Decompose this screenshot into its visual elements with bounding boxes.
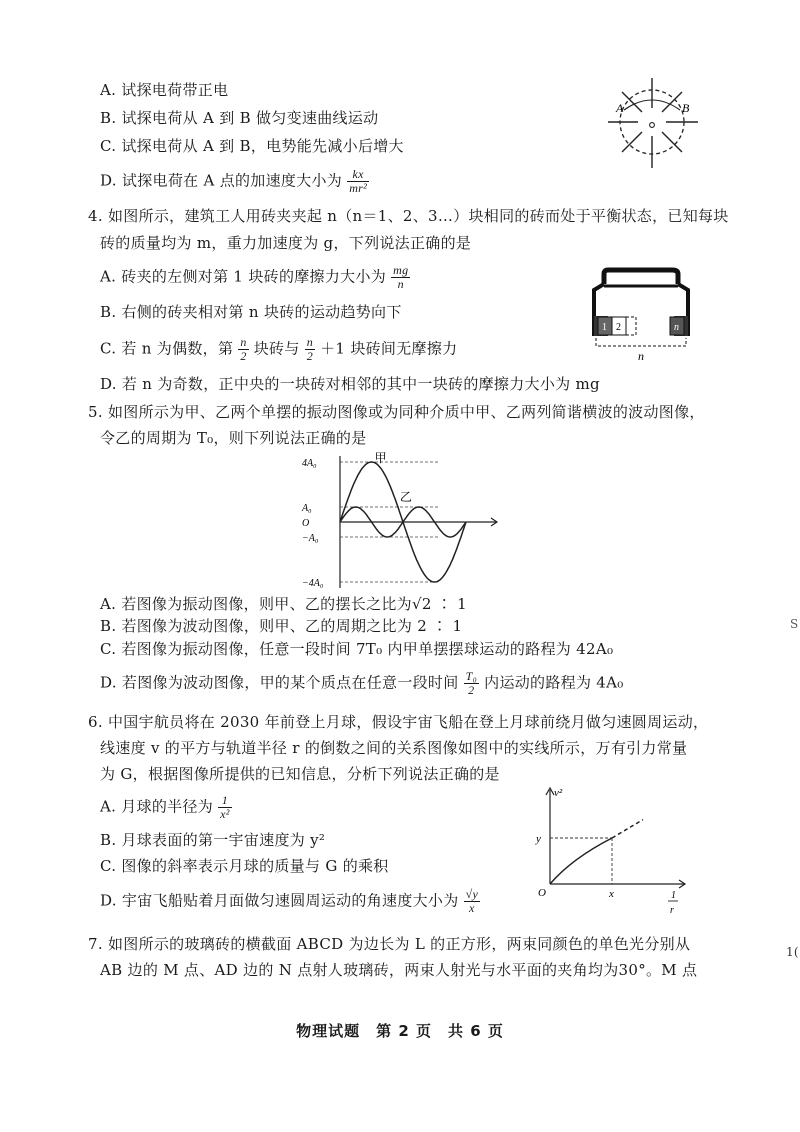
fraction-numerator: n [240, 335, 247, 349]
q6-option-a-fraction [218, 794, 232, 821]
q6-stem-line-3: 为 G，根据图像所提供的已知信息，分析下列说法正确的是 [100, 765, 500, 783]
point-b-label: B [682, 101, 690, 115]
fraction-denominator: 2 [306, 349, 314, 363]
q3-option-d-text: D. 试探电荷在 A 点的加速度大小为 [100, 171, 343, 190]
q6-series-line-dashed [612, 820, 643, 838]
q5-series-label: 甲 [374, 451, 387, 465]
fraction-denominator: x² [220, 807, 230, 821]
q4-stem-line-1: 4. 如图所示，建筑工人用砖夹夹起 n（n＝1、2、3…）块相同的砖而处于平衡状态，已知每块 [88, 207, 729, 225]
q3-option-d [100, 168, 369, 195]
q4-option-c-text-3: ＋1 块砖间无摩擦力 [320, 339, 458, 358]
q4-option-c-text-1: C. 若 n 为偶数，第 [100, 339, 234, 358]
q5-labels [301, 451, 412, 588]
brick-count-label: n [638, 349, 644, 363]
fraction-numerator: kx [347, 168, 369, 182]
q4-brick-clamp-figure [586, 262, 698, 366]
q3-option-b: B. 试探电荷从 A 到 B 做匀变速曲线运动 [100, 109, 379, 127]
fraction-numerator: T₀ [465, 669, 478, 683]
q5-option-c: C. 若图像为振动图像，任意一段时间 7T₀ 内甲单摆摆球运动的路程为 42A₀ [100, 640, 614, 658]
q5-tick-label: A₀ [302, 503, 312, 514]
brick-2-label: 2 [616, 322, 621, 333]
fraction-numerator: √y [465, 887, 479, 901]
q6-y-axis-label: v² [554, 787, 563, 799]
q5-axes [340, 456, 497, 588]
q3-option-d-fraction [347, 168, 369, 195]
fraction-denominator: 2 [468, 683, 475, 697]
fraction-numerator: n [306, 335, 314, 349]
q6-axes [546, 788, 685, 888]
point-a-label: A [616, 101, 624, 115]
q6-labels [535, 787, 678, 916]
fraction-denominator: mr² [349, 181, 368, 195]
q6-option-d-fraction [464, 888, 481, 915]
q7-stem-line-2: AB 边的 M 点、AD 边的 N 点射人玻璃砖，两束人射光与水平面的夹角均为30°。M 点 [100, 961, 698, 979]
q5-option-d-fraction [464, 670, 479, 697]
q5-tick-label: −4A₀ [302, 578, 324, 588]
fraction-denominator: n [397, 277, 404, 291]
q5-option-d-text-2: 内运动的路程为 4A₀ [484, 673, 624, 692]
edge-mark-mid: S [790, 617, 799, 631]
q5-tick-label: −A₀ [302, 533, 319, 544]
q4-option-b: B. 右侧的砖夹相对第 n 块砖的运动趋势向下 [100, 303, 402, 321]
q6-x-axis-label-num: 1 [671, 890, 676, 901]
q5-option-d [100, 670, 624, 697]
q3-option-c: C. 试探电荷从 A 到 B，电势能先减小后增大 [100, 137, 404, 155]
brick-1-label: 1 [602, 322, 607, 333]
fraction-numerator: 1 [218, 794, 232, 808]
brick-n-label: n [674, 322, 679, 333]
q6-origin-label: O [538, 887, 546, 899]
q4-stem-line-2: 砖的质量均为 m，重力加速度为 g，下列说法正确的是 [100, 234, 472, 252]
edge-mark-low: 1( [786, 945, 799, 959]
q5-tick-label: 4A₀ [302, 458, 317, 469]
q6-x-axis-label-den: r [670, 905, 674, 916]
q5-wave-chart [300, 448, 500, 588]
q5-tick-label: O [302, 518, 310, 529]
q6-y-tick-label: y [536, 833, 541, 845]
q4-option-c-fraction-1 [238, 336, 248, 363]
q5-stem-line-1: 5. 如图所示为甲、乙两个单摆的振动图像或为同种介质中甲、乙两列简谐横波的波动图像， [88, 403, 705, 421]
q6-stem-line-1: 6. 中国宇航员将在 2030 年前登上月球，假设宇宙飞船在登上月球前绕月做匀速圆周运动， [88, 713, 709, 731]
q6-option-b: B. 月球表面的第一宇宙速度为 y² [100, 831, 326, 849]
q5-series-label: 乙 [399, 490, 412, 504]
q5-option-d-text-1: D. 若图像为波动图像，甲的某个质点在任意一段时间 [100, 673, 459, 692]
fraction-denominator: 2 [240, 349, 247, 363]
q7-stem-line-1: 7. 如图所示的玻璃砖的横截面 ABCD 为边长为 L 的正方形，两束同颜色的单色光分别从 [88, 935, 691, 953]
q6-option-d [100, 888, 480, 915]
q6-x-tick-label: x [609, 888, 614, 900]
fraction-denominator: x [469, 901, 475, 915]
q4-option-c-text-2: 块砖与 [253, 339, 300, 358]
q6-option-a-text: A. 月球的半径为 [100, 797, 214, 816]
q6-v2-vs-inverse-r-chart [528, 784, 688, 920]
q4-option-c-fraction-2 [305, 336, 315, 363]
q4-option-a-text: A. 砖夹的左侧对第 1 块砖的摩擦力大小为 [100, 267, 387, 286]
q6-option-c: C. 图像的斜率表示月球的质量与 G 的乘积 [100, 857, 389, 875]
fraction-numerator: mg [393, 263, 409, 277]
q4-option-a [100, 264, 410, 291]
q5-stem-line-2: 令乙的周期为 T₀，则下列说法正确的是 [100, 429, 367, 447]
q5-option-b: B. 若图像为波动图像，则甲、乙的周期之比为 2 ∶ 1 [100, 617, 463, 635]
q6-series-line-solid [550, 838, 612, 884]
q6-stem-line-2: 线速度 v 的平方与轨道半径 r 的倒数之间的关系图像如图中的实线所示，万有引力常量 [100, 739, 688, 757]
q3-option-a: A. 试探电荷带正电 [100, 81, 229, 99]
q4-option-a-fraction [391, 264, 410, 291]
page-footer: 物理试题 第 2 页 共 6 页 [296, 1022, 504, 1040]
q3-field-figure [606, 68, 702, 174]
q4-option-c [100, 336, 457, 363]
q4-option-d: D. 若 n 为奇数，正中央的一块砖对相邻的其中一块砖的摩擦力大小为 mg [100, 375, 600, 393]
q6-option-a [100, 794, 232, 821]
q5-option-a: A. 若图像为振动图像，则甲、乙的摆长之比为√2 ∶ 1 [100, 595, 467, 613]
q6-option-d-text: D. 宇宙飞船贴着月面做匀速圆周运动的角速度大小为 [100, 891, 459, 910]
q6-series [550, 820, 643, 884]
